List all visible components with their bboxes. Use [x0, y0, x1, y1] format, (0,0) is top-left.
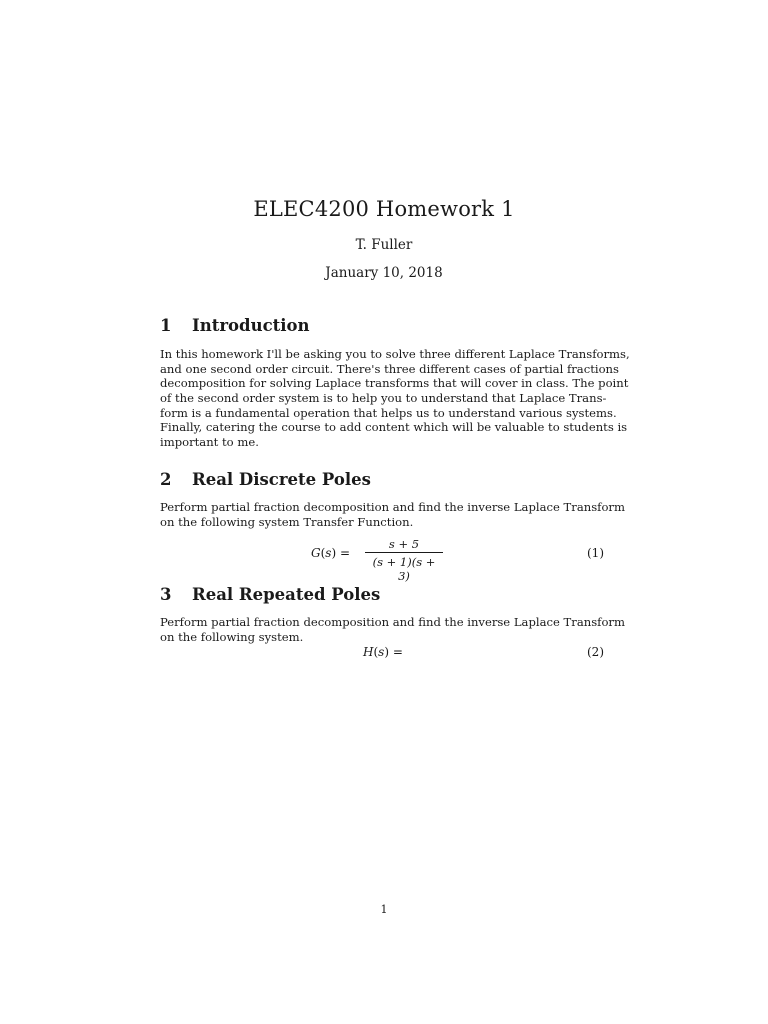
equation-lhs: H(s) = [363, 645, 403, 659]
section-heading-introduction [160, 316, 310, 335]
introduction-paragraph [160, 347, 630, 450]
paragraph-line: important to me. [160, 435, 259, 450]
equation-h-of-s [160, 645, 604, 663]
section-title: Real Discrete Poles [192, 470, 371, 489]
paragraph-line: Perform partial fraction decomposition and find the inverse Laplace Transform [160, 615, 625, 629]
equation-transfer-function [160, 537, 604, 583]
page-number: 1 [380, 903, 388, 916]
equation-lhs: G(s) = [311, 546, 351, 560]
paragraph-line: form is a fundamental operation that helps us to understand various systems. [160, 405, 617, 420]
equation-number: (2) [587, 645, 604, 659]
section-number: 1 [160, 316, 172, 335]
paragraph-line: Perform partial fraction decomposition and find the inverse Laplace Transform [160, 500, 625, 514]
equation-denominator: (s + 1)(s + 3) [372, 555, 436, 583]
section-number: 2 [160, 470, 172, 489]
paragraph-line: Finally, catering the course to add content which will be valuable to students is [160, 420, 628, 435]
paragraph-line: and one second order circuit. There's three different cases of partial fractions [160, 361, 619, 376]
real-repeated-poles-paragraph [160, 615, 625, 644]
section-title: Introduction [192, 316, 310, 335]
document-title: ELEC4200 Homework 1 [253, 197, 515, 221]
real-discrete-poles-paragraph [160, 500, 625, 529]
document-date: January 10, 2018 [325, 265, 443, 281]
paragraph-line: on the following system. [160, 629, 304, 644]
section-title: Real Repeated Poles [192, 585, 381, 604]
section-heading-real-repeated-poles [160, 585, 380, 604]
equation-number: (1) [587, 546, 604, 560]
paragraph-line: decomposition for solving Laplace transforms that will cover in class. The point [160, 376, 629, 391]
section-number: 3 [160, 585, 172, 604]
paragraph-line: In this homework I'll be asking you to solve three different Laplace Transforms, [160, 347, 630, 361]
document-author: T. Fuller [355, 237, 413, 253]
paragraph-line: of the second order system is to help you to understand that Laplace Trans- [160, 391, 607, 406]
paragraph-line: on the following system Transfer Function. [160, 514, 414, 529]
section-heading-real-discrete-poles [160, 470, 371, 489]
equation-numerator: s + 5 [365, 537, 443, 553]
equation-fraction [365, 537, 443, 583]
